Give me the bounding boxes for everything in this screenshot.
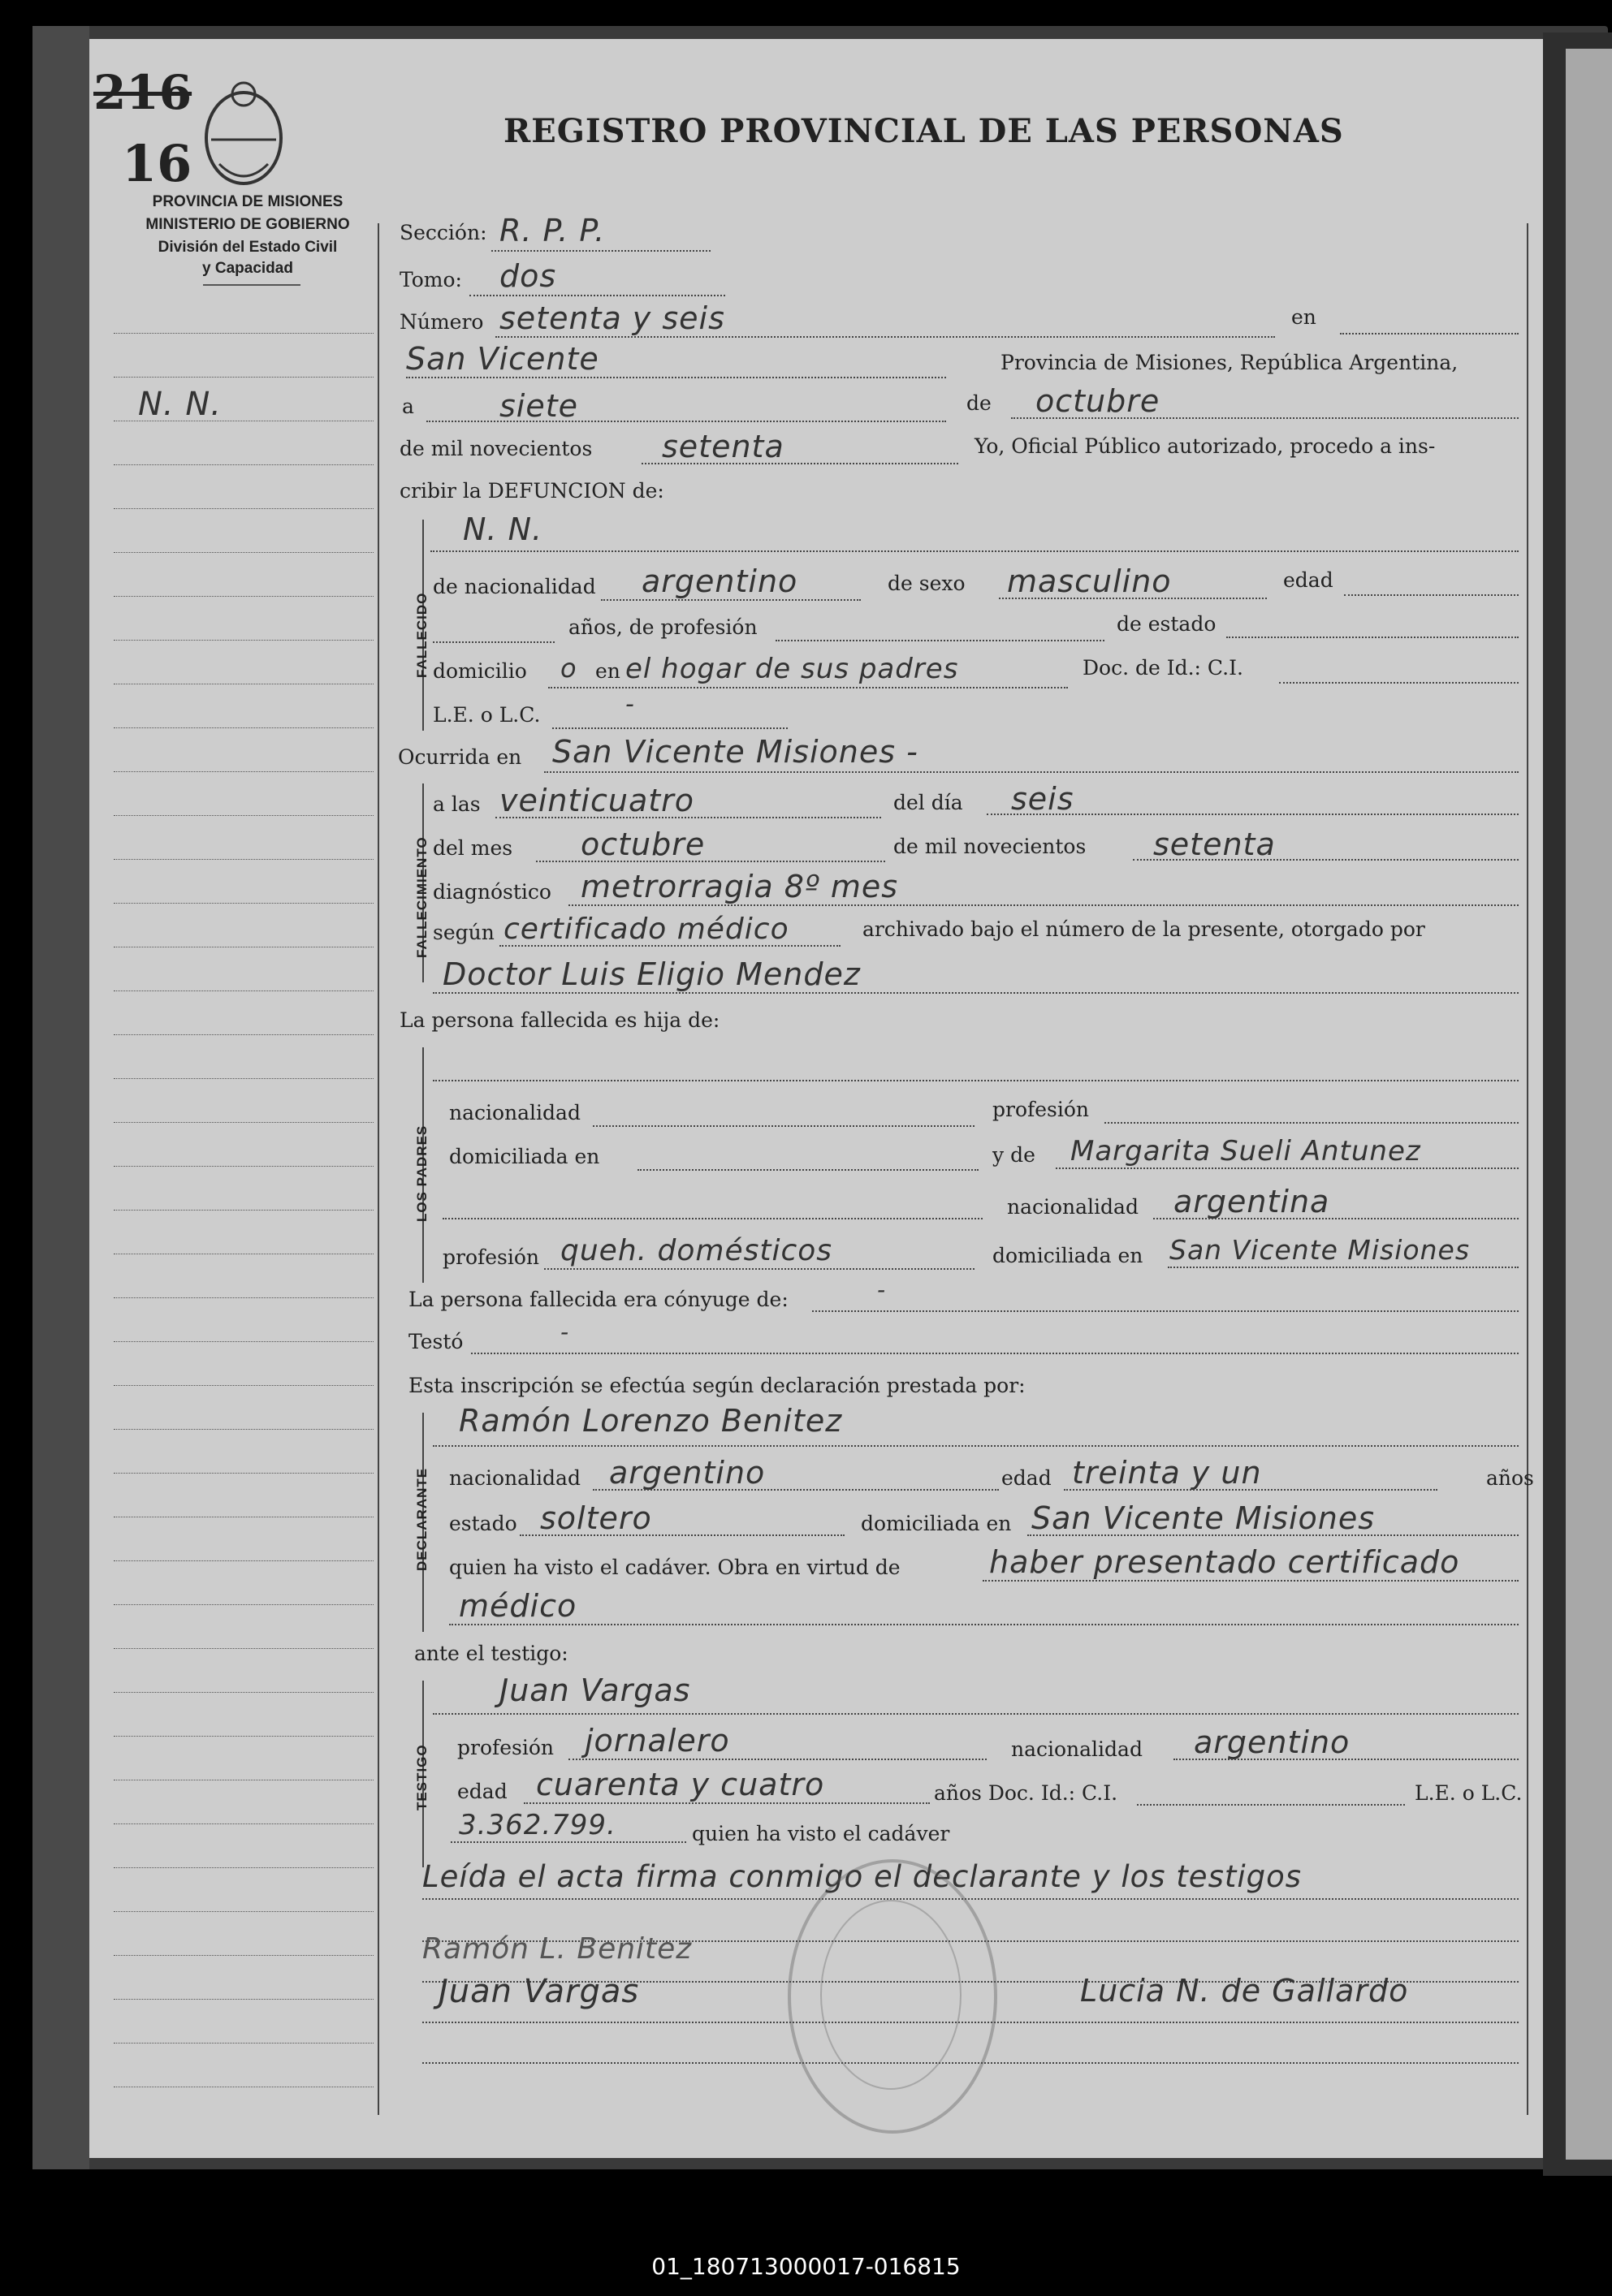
provincia-label: Provincia de Misiones, República Argentina,	[1000, 351, 1459, 374]
declarante-side-label: DECLARANTE	[414, 1467, 430, 1571]
domicilio-line	[548, 687, 1068, 688]
otorgado-line	[433, 992, 1519, 994]
a-las-value: veinticuatro	[499, 783, 694, 818]
ocurrida-value: San Vicente Misiones -	[552, 734, 918, 770]
decl-domiciliada-label: domiciliada en	[861, 1512, 1012, 1535]
margin-rule	[114, 377, 374, 378]
decl-edad-line	[1064, 1489, 1437, 1491]
test-ci-value-line	[451, 1841, 686, 1843]
madre-value: Margarita Sueli Antunez	[1070, 1135, 1421, 1167]
dia-line	[426, 421, 946, 422]
en-label: en	[1291, 305, 1316, 329]
testigo-line	[433, 1713, 1519, 1715]
sexo-value: masculino	[1007, 563, 1172, 599]
en-line	[1340, 333, 1519, 334]
inscripcion-label: Esta inscripción se efectúa según declaración prestada por:	[408, 1374, 1026, 1397]
fallecido-side-label: FALLECIDO	[414, 592, 430, 678]
nombre-line	[430, 550, 1519, 552]
le-lc-label: L.E. o L.C.	[433, 703, 541, 727]
margin-rule	[114, 1911, 374, 1912]
padre-profesion-line	[1104, 1122, 1519, 1124]
test-edad-line	[524, 1802, 930, 1804]
decl-estado-label: estado	[449, 1512, 517, 1535]
margin-rule	[114, 1736, 374, 1737]
madre-nacionalidad-line	[1153, 1218, 1519, 1219]
segun-line	[499, 945, 841, 947]
padre-nacionalidad-line	[593, 1125, 975, 1127]
leida-value: Leída el acta firma conmigo el declarante y los testigos	[422, 1859, 1303, 1894]
province-name: PROVINCIA DE MISIONES	[152, 193, 344, 210]
margin-rule	[114, 552, 374, 553]
testigo-value: Juan Vargas	[499, 1672, 691, 1708]
quien-ha-visto-label: quien ha visto el cadáver. Obra en virtud de	[449, 1556, 901, 1579]
test-profesion-label: profesión	[457, 1736, 555, 1759]
margin-note: N. N.	[138, 386, 222, 423]
diagnostico-value: metrorragia 8º mes	[581, 869, 899, 904]
madre-nacionalidad-value: argentina	[1173, 1184, 1330, 1219]
binder-spine	[32, 26, 89, 2169]
declarante-line	[433, 1445, 1519, 1447]
margin-rule	[114, 1122, 374, 1123]
hija-de-label: La persona fallecida es hija de:	[400, 1008, 720, 1032]
le-lc-line	[552, 727, 788, 729]
test-profesion-value: jornalero	[585, 1723, 730, 1759]
test-edad-value: cuarenta y cuatro	[536, 1767, 825, 1802]
decl-nacionalidad-label: nacionalidad	[449, 1466, 581, 1490]
domicilio-en-label: en	[595, 659, 620, 683]
signature-testigo: Juan Vargas	[439, 1973, 640, 2010]
madre-profesion-value: queh. domésticos	[560, 1234, 833, 1267]
margin-rule	[114, 1297, 374, 1298]
domicilio-label: domicilio	[433, 659, 527, 683]
margin-rule	[114, 903, 374, 904]
mes-value: octubre	[1035, 383, 1160, 419]
nacionalidad-value: argentino	[642, 563, 798, 599]
margin-rule	[114, 815, 374, 816]
decl-anos-label: años	[1486, 1466, 1534, 1490]
margin-rule	[114, 1560, 374, 1561]
test-nacionalidad-line	[1173, 1759, 1519, 1760]
test-nacionalidad-label: nacionalidad	[1011, 1737, 1143, 1761]
decl-domicilio-line	[1027, 1534, 1519, 1536]
cribir-label: cribir la DEFUNCION de:	[400, 479, 664, 503]
del-dia-line	[987, 814, 1519, 815]
mes-line	[1011, 417, 1519, 419]
conyuge-label: La persona fallecida era cónyuge de:	[408, 1288, 789, 1311]
madre-domiciliada-label: domiciliada en	[992, 1244, 1143, 1267]
margin-rule	[114, 1078, 374, 1079]
anio-line	[642, 463, 958, 464]
dia-value: siete	[499, 388, 579, 424]
test-quien-label: quien ha visto el cadáver	[692, 1822, 950, 1845]
test-le-lc-label: L.E. o L.C.	[1415, 1781, 1523, 1805]
sexo-line	[999, 598, 1267, 599]
ocurrida-label: Ocurrida en	[398, 745, 522, 769]
madre-profesion-line	[544, 1268, 975, 1270]
division-line1: División del Estado Civil	[158, 239, 338, 256]
division-line2: y Capacidad	[202, 260, 293, 277]
conyuge-line	[812, 1310, 1519, 1312]
numero-label: Número	[400, 310, 484, 334]
tomo-label: Tomo:	[400, 268, 462, 291]
margin-rule	[114, 1034, 374, 1035]
margin-rule	[114, 990, 374, 991]
fall-mil-label: de mil novecientos	[893, 835, 1087, 858]
document-title: REGISTRO PROVINCIAL DE LAS PERSONAS	[503, 112, 1344, 150]
margin-rule	[114, 596, 374, 597]
madre-nacionalidad-label: nacionalidad	[1007, 1195, 1139, 1219]
seccion-label: Sección:	[400, 221, 487, 244]
signature-declarante: Ramón L. Benitez	[422, 1932, 693, 1966]
segun-label: según	[433, 921, 495, 944]
ocurrida-line	[544, 771, 1519, 773]
archivado-label: archivado bajo el número de la presente, otorgado por	[862, 917, 1425, 941]
decl-domicilio-value: San Vicente Misiones	[1031, 1500, 1376, 1536]
tomo-value: dos	[499, 258, 557, 294]
madre-domicilio-value: San Vicente Misiones	[1169, 1234, 1471, 1266]
decl-obra2-value: médico	[459, 1588, 577, 1624]
testo-line	[471, 1353, 1519, 1354]
decl-estado-line	[520, 1534, 845, 1536]
padre-profesion-label: profesión	[992, 1098, 1090, 1121]
anos-profesion-label: años, de profesión	[568, 615, 758, 639]
padre-domiciliada-label: domiciliada en	[449, 1145, 600, 1168]
oficial-label: Yo, Oficial Público autorizado, procedo a ins-	[975, 434, 1436, 458]
numero-line	[495, 336, 1275, 338]
profesion-line	[776, 640, 1104, 641]
anio-value: setenta	[662, 429, 784, 464]
padre-name-line	[433, 1080, 1519, 1081]
del-mes-label: del mes	[433, 836, 513, 860]
fall-anio-value: setenta	[1153, 826, 1276, 862]
decl-edad-label: edad	[1001, 1466, 1052, 1490]
test-ci-value: 3.362.799.	[459, 1809, 616, 1841]
doc-id-label: Doc. de Id.: C.I.	[1083, 656, 1243, 680]
margin-rule	[114, 1999, 374, 2000]
padres-side-label: LOS PADRES	[414, 1124, 430, 1222]
mil-novecientos-label: de mil novecientos	[400, 437, 593, 460]
decl-obra-line	[983, 1580, 1519, 1582]
decl-nacionalidad-value: argentino	[609, 1455, 766, 1491]
margin-rule	[114, 1867, 374, 1868]
tomo-line	[469, 295, 725, 296]
margin-rule	[114, 1210, 374, 1211]
decl-nacionalidad-line	[593, 1489, 999, 1491]
decl-obra-value: haber presentado certificado	[989, 1544, 1460, 1580]
padre-domicilio-line	[637, 1169, 979, 1171]
ministry-name: MINISTERIO DE GOBIERNO	[145, 216, 350, 233]
nacionalidad-label: de nacionalidad	[433, 575, 596, 598]
margin-rule	[114, 1692, 374, 1693]
testo-label: Testó	[408, 1330, 464, 1353]
del-mes-line	[536, 861, 885, 862]
margin-rule	[114, 859, 374, 860]
header-underline	[203, 284, 300, 286]
ante-testigo-label: ante el testigo:	[414, 1642, 568, 1665]
margin-rule	[114, 1648, 374, 1649]
test-nacionalidad-value: argentino	[1194, 1724, 1351, 1760]
numero-value: setenta y seis	[499, 300, 725, 336]
margin-rule	[114, 1823, 374, 1824]
margin-rule	[114, 1604, 374, 1605]
del-mes-value: octubre	[581, 826, 706, 862]
estado-label: de estado	[1117, 612, 1217, 636]
margin-rule	[114, 771, 374, 772]
margin-rule	[114, 1473, 374, 1474]
doc-id-line	[1279, 682, 1519, 684]
del-dia-label: del día	[893, 791, 963, 814]
margin-rule	[114, 640, 374, 641]
margin-rule	[114, 1341, 374, 1342]
domicilio-en-value: el hogar de sus padres	[625, 653, 959, 685]
de-label: de	[966, 391, 992, 415]
sexo-label: de sexo	[888, 572, 966, 595]
decl-obra2-line	[449, 1624, 1519, 1625]
image-identifier: 01_180713000017-016815	[651, 2253, 961, 2280]
del-dia-value: seis	[1011, 781, 1074, 817]
margin-rule	[114, 333, 374, 334]
margin-rule	[114, 1955, 374, 1956]
madre-line	[1056, 1167, 1519, 1169]
lugar-value: San Vicente	[406, 341, 599, 377]
coat-of-arms-icon	[195, 75, 292, 196]
test-ci-line	[1137, 1804, 1405, 1806]
le-lc-value: -	[625, 690, 635, 719]
fallecimiento-side-label: FALLECIMIENTO	[414, 836, 430, 958]
seccion-value: R. P. P.	[499, 213, 606, 248]
margin-rule	[114, 1166, 374, 1167]
segun-value: certificado médico	[503, 913, 789, 946]
official-stamp-inner	[820, 1900, 962, 2090]
madre-extra-line	[443, 1218, 983, 1219]
diagnostico-line	[568, 904, 1519, 906]
nombre-value: N. N.	[463, 511, 543, 547]
decl-edad-value: treinta y un	[1072, 1455, 1262, 1491]
leida-line	[422, 1898, 1519, 1900]
domicilio-value: o	[560, 653, 577, 684]
test-anos-doc-label: años Doc. Id.: C.I.	[934, 1781, 1118, 1805]
anos-line	[433, 641, 555, 643]
conyuge-value: -	[877, 1276, 887, 1303]
a-las-line	[495, 817, 881, 818]
fall-anio-line	[1133, 859, 1519, 861]
test-profesion-line	[568, 1759, 987, 1760]
estado-line	[1226, 637, 1519, 638]
edad-line	[1344, 594, 1519, 596]
margin-rule	[114, 727, 374, 728]
testigo-side-label: TESTIGO	[414, 1744, 430, 1810]
page-number: 16	[122, 134, 192, 193]
margin-rule	[114, 1385, 374, 1386]
testo-value: -	[560, 1318, 570, 1345]
lugar-line	[406, 377, 946, 378]
padre-nacionalidad-label: nacionalidad	[449, 1101, 581, 1124]
signature-oficial: Lucia N. de Gallardo	[1080, 1973, 1409, 2009]
margin-rule	[114, 464, 374, 465]
decl-estado-value: soltero	[540, 1500, 652, 1536]
margin-rule	[114, 508, 374, 509]
madre-profesion-label: profesión	[443, 1245, 540, 1269]
next-page-edge	[1566, 49, 1612, 2160]
declarante-value: Ramón Lorenzo Benitez	[459, 1403, 843, 1439]
diagnostico-label: diagnóstico	[433, 880, 551, 904]
madre-domicilio-line	[1168, 1267, 1519, 1268]
nacionalidad-line	[601, 599, 861, 601]
edad-label: edad	[1283, 568, 1333, 592]
otorgado-value: Doctor Luis Eligio Mendez	[443, 956, 861, 992]
seccion-line	[491, 250, 711, 252]
main-frame-right-border	[1527, 223, 1528, 2115]
struck-number: 216	[93, 65, 192, 120]
margin-rule	[114, 2043, 374, 2044]
main-frame-left-border	[378, 223, 379, 2115]
test-edad-label: edad	[457, 1780, 508, 1803]
a-label: a	[402, 395, 414, 418]
y-de-label: y de	[992, 1143, 1035, 1167]
a-las-label: a las	[433, 792, 481, 816]
margin-rule	[114, 1429, 374, 1430]
